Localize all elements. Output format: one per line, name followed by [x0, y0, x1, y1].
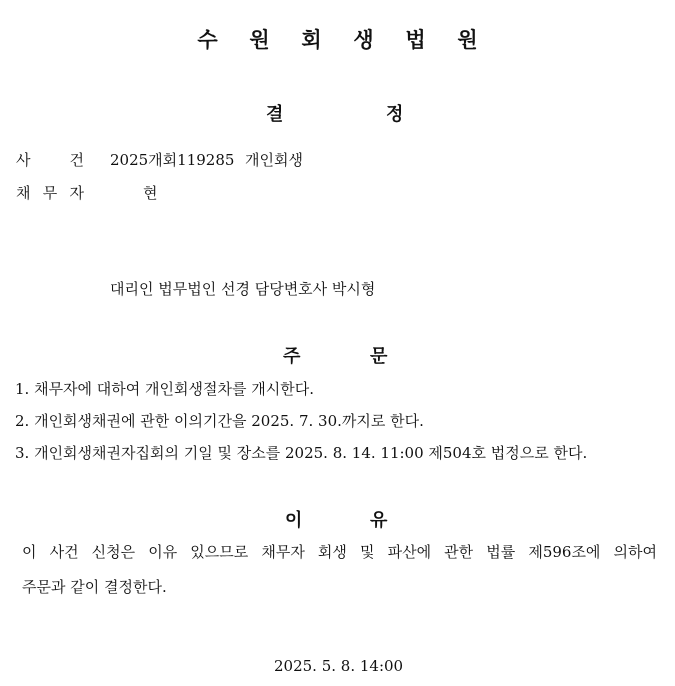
reason-title-right: 유: [370, 510, 388, 531]
court-char: 회: [301, 28, 322, 52]
case-label: 사 건: [16, 151, 84, 169]
debtor-name: 현: [143, 184, 158, 202]
reason-line: 이 사건 신청은 이유 있으므로 채무자 회생 및 파산에 관한 법률 제596조에 의하여: [22, 543, 657, 561]
reason-title-left: 이: [285, 510, 303, 531]
court-char: 원: [249, 28, 270, 52]
order-item: 2. 개인회생채권에 관한 이의기간을 2025. 7. 30.까지로 한다.: [15, 412, 424, 430]
order-title-left: 주: [283, 346, 301, 367]
court-char: 법: [405, 28, 426, 52]
court-char: 수: [197, 28, 218, 52]
case-number: 2025개회119285: [110, 151, 235, 169]
debtor-label: 채 무 자: [16, 184, 84, 202]
order-title-right: 문: [370, 346, 388, 367]
order-item: 1. 채무자에 대하여 개인회생절차를 개시한다.: [15, 380, 314, 398]
court-name: [0, 24, 675, 54]
reason-line: 주문과 같이 결정한다.: [22, 578, 167, 596]
agent-line: 대리인 법무법인 선경 담당변호사 박시형: [110, 280, 376, 298]
decision-date: 2025. 5. 8. 14:00: [274, 657, 404, 675]
decision-title-right: 정: [386, 104, 404, 125]
court-char: 생: [353, 28, 374, 52]
case-type: 개인회생: [245, 151, 303, 169]
decision-title-left: 결: [266, 104, 284, 125]
court-char: 원: [457, 28, 478, 52]
order-item: 3. 개인회생채권자집회의 기일 및 장소를 2025. 8. 14. 11:00 제504호 법정으로 한다.: [15, 444, 588, 462]
